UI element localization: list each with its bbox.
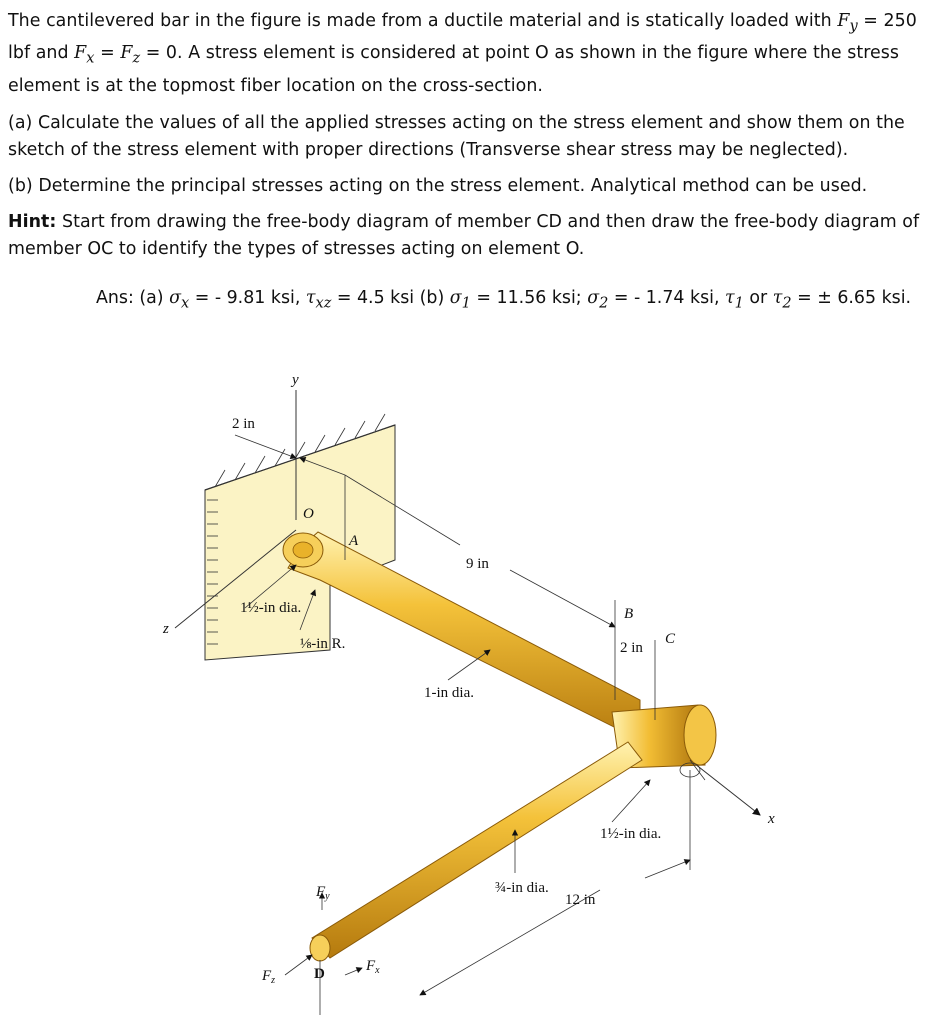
fy-value: = 250 bbox=[857, 11, 917, 31]
hint-text: Start from drawing the free-body diagram of member CD and then draw the free-body diagram of member OC to identify the types of stresses acting on element O. bbox=[8, 212, 920, 259]
cantilever-figure bbox=[0, 330, 942, 1020]
part-a: (a) Calculate the values of all the applied stresses acting on the stress element and show them on the sketch of the stress element with proper directions (Transverse shear stress may be neglected). bbox=[8, 113, 905, 160]
label-2in-top: 2 in bbox=[232, 416, 255, 432]
label-a: A bbox=[349, 533, 359, 549]
label-12in: 12 in bbox=[565, 892, 596, 908]
intro-text-1: The cantilevered bar in the figure is made from a ductile material and is statically loaded with bbox=[8, 11, 832, 31]
answer-line: Ans: (a) $\sigma_x$ = - 9.81 ksi, $\tau_{xz} = 4.5$ ksi (b) $\sigma_1 = 11.56$ ksi; $\sigma_2$ = - 1.74 ksi, $\tau_1$ or $\tau_2$ = ± 6.65 ksi. bbox=[96, 288, 912, 312]
fz-symbol: $F_z$ bbox=[120, 43, 141, 67]
member-cd bbox=[310, 742, 642, 961]
label-dia-1half: 1½-in dia. bbox=[240, 600, 302, 616]
fy-symbol: $F_y$ bbox=[837, 11, 858, 35]
label-9in: 9 in bbox=[466, 556, 489, 572]
label-o: O bbox=[303, 506, 314, 522]
equals: = bbox=[94, 43, 121, 64]
label-1in-dia: 1-in dia. bbox=[424, 685, 474, 701]
label-fx: $F_x$ bbox=[366, 958, 380, 976]
label-x: x bbox=[768, 811, 775, 827]
hint bbox=[8, 209, 928, 263]
label-y: y bbox=[292, 372, 299, 388]
label-radius: ⅛-in R. bbox=[300, 636, 346, 652]
label-d: D bbox=[314, 966, 325, 982]
hint-label: Hint: bbox=[8, 212, 57, 232]
x-axis bbox=[690, 760, 760, 815]
intro-text-2: lbf and bbox=[8, 43, 69, 64]
fx-symbol: $F_x$ bbox=[74, 43, 95, 67]
label-dia-1half-right: 1½-in dia. bbox=[600, 826, 662, 842]
intro-text-3: = 0. A stress element is considered at point O as shown in the figure where the stress element is at the topmost fiber location on the cross-section. bbox=[8, 43, 899, 96]
problem-intro bbox=[8, 8, 928, 100]
part-b: (b) Determine the principal stresses acting on the stress element. Analytical method can be used. bbox=[8, 176, 868, 196]
label-c: C bbox=[665, 631, 676, 647]
label-2in-right: 2 in bbox=[620, 640, 643, 656]
label-z: z bbox=[163, 621, 169, 637]
label-3q-dia: ¾-in dia. bbox=[495, 880, 549, 896]
label-fy: $F_y$ bbox=[316, 884, 330, 902]
label-b: B bbox=[624, 606, 634, 622]
label-fz: $F_z$ bbox=[262, 968, 276, 986]
